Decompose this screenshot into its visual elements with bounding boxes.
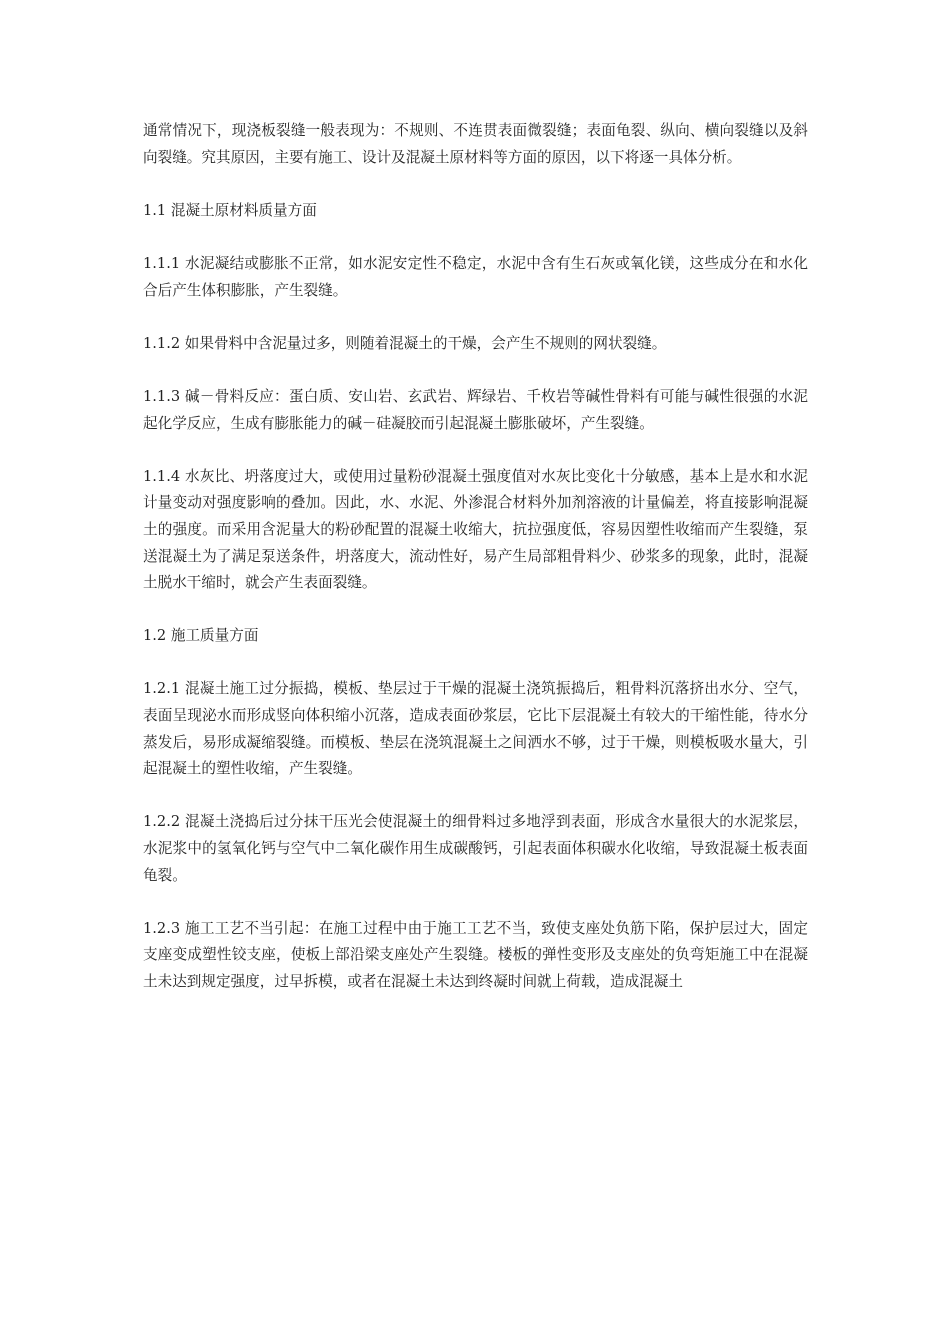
paragraph-1-1-2: 1.1.2 如果骨料中含泥量过多，则随着混凝土的干燥，会产生不规则的网状裂缝。 bbox=[143, 334, 667, 352]
section-heading-1-2: 1.2 施工质量方面 bbox=[143, 627, 259, 645]
paragraph-1-2-3: 1.2.3 施工工艺不当引起：在施工过程中由于施工工艺不当，致使支座处负筋下陷，保护层过大，固定支座变成塑性铰支座，使板上部沿梁支座处产生裂缝。楼板的弹性变形及支座处的负弯矩施工中在混凝土未达到规定强度，过早拆模，或者在混凝土未达到终凝时间就上荷载，造成混凝土 bbox=[143, 919, 808, 990]
section-heading-1-1: 1.1 混凝土原材料质量方面 bbox=[143, 201, 317, 219]
paragraph-1-2-1: 1.2.1 混凝土施工过分振捣，模板、垫层过于干燥的混凝土浇筑振捣后，粗骨料沉落挤出水分、空气，表面呈现泌水而形成竖向体积缩小沉落，造成表面砂浆层，它比下层混凝土有较大的干缩性能，待水分蒸发后，易形成凝缩裂缝。而模板、垫层在浇筑混凝土之间洒水不够，过于干燥，则模板吸水量大，引起混凝土的塑性收缩，产生裂缝。 bbox=[143, 680, 808, 778]
intro-paragraph: 通常情况下，现浇板裂缝一般表现为：不规则、不连贯表面微裂缝；表面龟裂、纵向、横向裂缝以及斜向裂缝。究其原因，主要有施工、设计及混凝土原材料等方面的原因，以下将逐一具体分析。 bbox=[143, 122, 808, 166]
paragraph-1-1-1: 1.1.1 水泥凝结或膨胀不正常，如水泥安定性不稳定，水泥中含有生石灰或氧化镁，这些成分在和水化合后产生体积膨胀，产生裂缝。 bbox=[143, 254, 808, 299]
document-page bbox=[143, 118, 808, 996]
paragraph-1-2-2: 1.2.2 混凝土浇捣后过分抹干压光会使混凝土的细骨料过多地浮到表面，形成含水量很大的水泥浆层，水泥浆中的氢氧化钙与空气中二氧化碳作用生成碳酸钙，引起表面体积碳水化收缩，导致混凝土板表面龟裂。 bbox=[143, 813, 808, 884]
paragraph-1-1-3: 1.1.3 碱－骨料反应：蛋白质、安山岩、玄武岩、辉绿岩、千枚岩等碱性骨料有可能与碱性很强的水泥起化学反应，生成有膨胀能力的碱－硅凝胶而引起混凝土膨胀破坏，产生裂缝。 bbox=[143, 387, 808, 432]
paragraph-1-1-4: 1.1.4 水灰比、坍落度过大，或使用过量粉砂混凝土强度值对水灰比变化十分敏感，基本上是水和水泥计量变动对强度影响的叠加。因此，水、水泥、外渗混合材料外加剂溶液的计量偏差，将直接影响混凝土的强度。而采用含泥量大的粉砂配置的混凝土收缩大，抗拉强度低，容易因塑性收缩而产生裂缝，泵送混凝土为了满足泵送条件，坍落度大，流动性好，易产生局部粗骨料少、砂浆多的现象，此时，混凝土脱水干缩时，就会产生表面裂缝。 bbox=[143, 467, 808, 592]
